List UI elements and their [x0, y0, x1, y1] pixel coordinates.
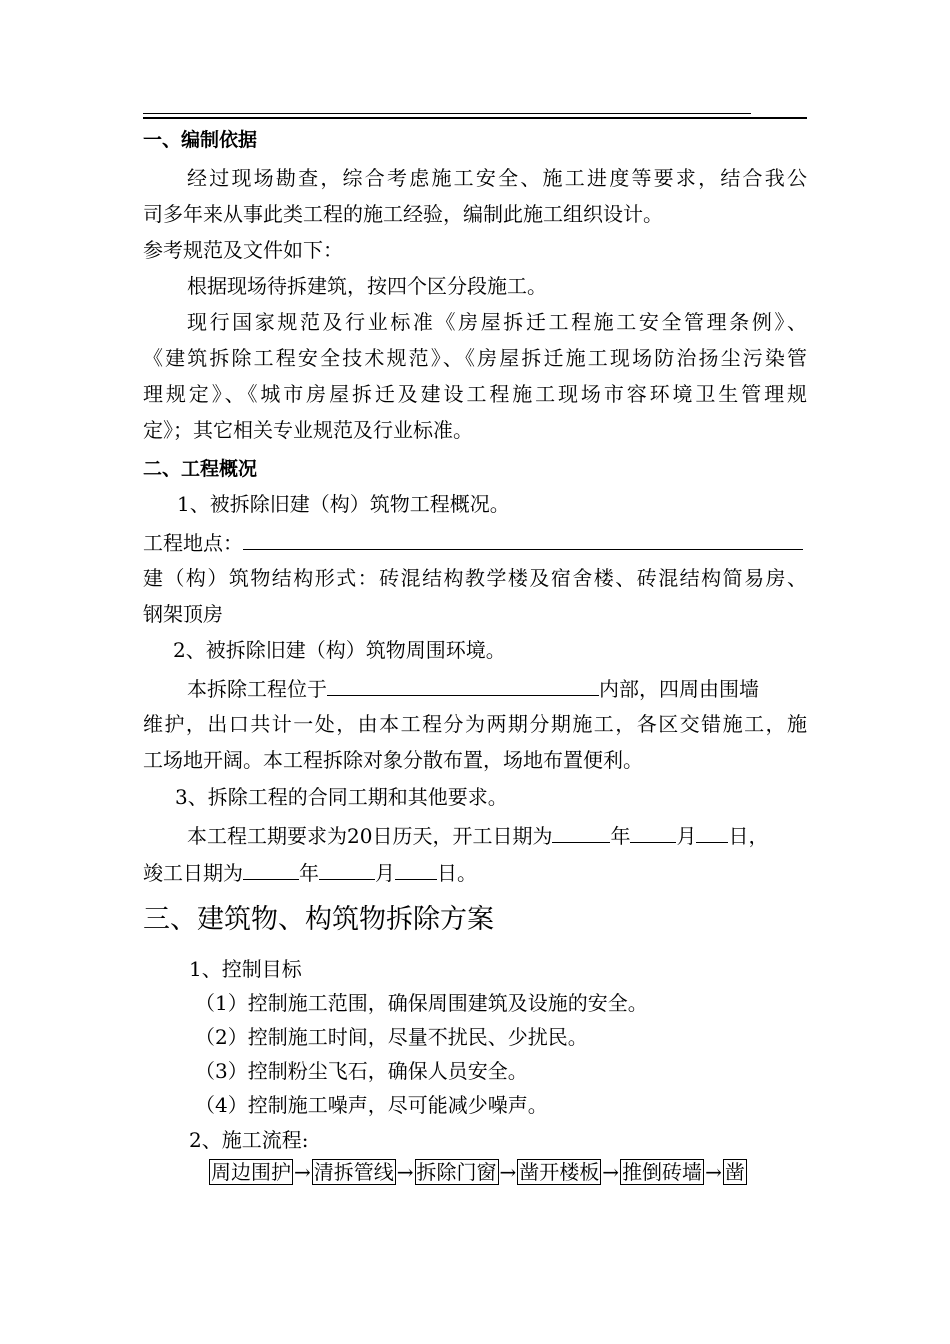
structure-line2: 钢架顶房 [143, 602, 223, 626]
flow-step-6: 凿 [724, 1160, 745, 1184]
location-label: 工程地点： [143, 531, 243, 555]
site-blank [327, 673, 599, 696]
section-heading-basis: 一、编制依据 [143, 129, 258, 151]
flow-arrow-icon: → [294, 1160, 311, 1184]
plan-sub-2: 2、施工流程: [189, 1128, 309, 1152]
overview-item-3: 3、拆除工程的合同工期和其他要求。 [175, 785, 508, 809]
environment-line1 [143, 673, 851, 701]
start-month-blank [630, 820, 676, 843]
location-row [143, 527, 807, 555]
end-day-label: 日。 [437, 861, 477, 885]
flow-arrow-icon: → [602, 1160, 620, 1184]
goal-2: （2）控制施工时间，尽量不扰民、少扰民。 [195, 1025, 588, 1049]
environment-line3: 工场地开阔。本工程拆除对象分散布置，场地布置便利。 [143, 748, 643, 772]
header-rule-thin [143, 113, 751, 114]
goal-1: （1）控制施工范围，确保周围建筑及设施的安全。 [195, 991, 648, 1015]
end-month-label: 月 [375, 861, 395, 885]
period-start-prefix: 本工程工期要求为20日历天，开工日期为 [187, 824, 553, 848]
flow-arrow-icon: → [499, 1160, 517, 1184]
start-year-label: 年 [610, 824, 631, 848]
environment-prefix: 本拆除工程位于 [187, 677, 327, 701]
flow-arrow-icon: → [396, 1160, 414, 1184]
reference-item-2-line4: 定》；其它相关专业规范及行业标准。 [143, 418, 473, 442]
section-heading-demolition-plan: 三、建筑物、构筑物拆除方案 [143, 904, 494, 935]
reference-item-2-line2: 《建筑拆除工程安全技术规范》、《房屋拆迁施工现场防治扬尘污染管 [143, 346, 807, 370]
reference-intro: 参考规范及文件如下： [143, 238, 343, 262]
paragraph-basis-line2: 司多年来从事此类工程的施工经验，编制此施工组织设计。 [143, 202, 663, 226]
flow-arrow-icon: → [705, 1160, 722, 1184]
location-blank [243, 527, 803, 550]
environment-suffix: 内部，四周由围墙 [599, 677, 759, 701]
flow-step-4: 凿开楼板 [519, 1160, 600, 1184]
paragraph-basis-line1: 经过现场勘查，综合考虑施工安全、施工进度等要求，结合我公 [187, 166, 807, 190]
overview-item-2: 2、被拆除旧建（构）筑物周围环境。 [173, 638, 506, 662]
header-rule-thick [143, 117, 807, 119]
period-line1 [143, 820, 851, 848]
overview-item-1: 1、被拆除旧建（构）筑物工程概况。 [177, 492, 510, 516]
start-year-blank [552, 820, 610, 843]
flow-step-3: 拆除门窗 [416, 1160, 497, 1184]
reference-item-1: 根据现场待拆建筑，按四个区分段施工。 [187, 274, 547, 298]
end-month-blank [319, 857, 375, 880]
flow-step-1: 周边围护 [211, 1160, 291, 1184]
flow-step-2: 清拆管线 [313, 1160, 394, 1184]
reference-item-2-line1: 现行国家规范及行业标准《房屋拆迁工程施工安全管理条例》、 [187, 310, 807, 334]
period-line2 [143, 857, 807, 885]
section-heading-overview: 二、工程概况 [143, 458, 258, 480]
end-year-label: 年 [299, 861, 319, 885]
structure-line1: 建（构）筑物结构形式：砖混结构教学楼及宿舍楼、砖混结构简易房、 [143, 566, 807, 590]
period-end-prefix: 竣工日期为 [143, 861, 243, 885]
reference-item-2-line3: 理规定》、《城市房屋拆迁及建设工程施工现场市容环境卫生管理规 [143, 382, 807, 406]
end-day-blank [395, 857, 437, 880]
start-month-label: 月 [676, 824, 697, 848]
goal-3: （3）控制粉尘飞石，确保人员安全。 [195, 1059, 528, 1083]
goal-4: （4）控制施工噪声，尽可能减少噪声。 [195, 1093, 548, 1117]
start-day-label: 日， [728, 824, 769, 848]
start-day-blank [696, 820, 728, 843]
process-flow [209, 1158, 809, 1186]
end-year-blank [243, 857, 299, 880]
flow-step-5: 推倒砖墙 [622, 1160, 703, 1184]
plan-sub-1: 1、控制目标 [189, 957, 302, 981]
environment-line2: 维护，出口共计一处，由本工程分为两期分期施工，各区交错施工，施 [143, 712, 807, 736]
